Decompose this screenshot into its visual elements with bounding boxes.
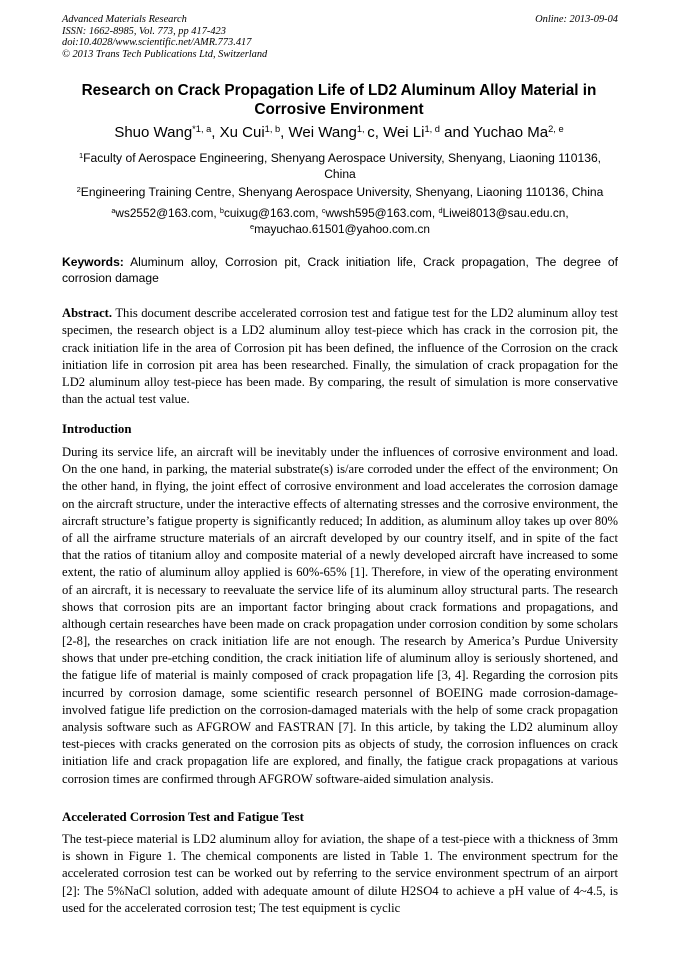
copyright-line: © 2013 Trans Tech Publications Ltd, Switzerland: [62, 48, 268, 60]
author-name: Wei Li: [383, 124, 425, 141]
accelerated-corrosion-paragraph: The test-piece material is LD2 aluminum alloy for aviation, the shape of a test-piece with a thickness of 3mm is shown in Figure 1. The chemical components are listed in Table 1. The environment spectrum for the accelerated corrosion test can be worked out by referring to the service environment spectrum of an airport [2]: The 5%NaCl solution, added with adequate amount of dilute H2SO4 to achieve a pH value of 4~4.5, is used for the accelerated corrosion test; The test equipment is cyclic: [62, 832, 618, 915]
introduction-paragraph: During its service life, an aircraft will be inevitably under the influences of corrosive environment and load. On the one hand, in parking, the material substrate(s) is/are corroded under the effect of the environment; On the other hand, in flying, the joint effect of corrosive environment and load accelerates the corrosion damage on the aircraft structure, under the interactive effects of alternating stresses and the corrosive environment, the aircraft structure’s fatigue property is significantly reduced; In addition, as aluminum alloy takes up over 80% of all the airframe structure materials of an aircraft developed by our country itself, and in spite of the fact that the ratios of titanium alloy and composite material of a newly developed aircraft have increased to some extent, the ratio of aluminum alloy applied is 60%-65% [1]. Therefore, in view of the operating environment of an aircraft, it is necessary to reevaluate the service life of its aluminum alloy structural parts. The research shows that corrosion pits are an important factor bringing about crack formations and propagations, and although certain researches have been made on crack propagation under corrosion condition by some scholars [2-8], the researches on crack initiation life are not enough. The research by America’s Purdue University shows that under pre-etching condition, the crack initiation life of aluminum alloy is seriously shortened, and the fatigue life of material is mainly composed of crack propagation life [3, 4]. Regarding the corrosion pits incurred by corrosion damage, some scientific research personnel of BOEING made corrosion-damage-involved fatigue life prediction on the corrosion-damaged materials with the help of some crack propagation analysis software such as AFGROW and FASTRAN [7]. In this article, by taking the LD2 aluminum alloy test-pieces with cracks generated on the corrosion pits as objects of study, the corrosion influences on crack initiation life and crack propagation life are explored, and finally, the fatigue crack propagations at various corrosion times are confirmed through AFGROW software-aided simulation analysis.: [62, 445, 618, 786]
author-name: Wei Wang: [288, 124, 357, 141]
email-link[interactable]: wwsh595@163.com: [325, 206, 432, 220]
email-link[interactable]: cuixug@163.com: [223, 206, 316, 220]
abstract: [62, 305, 618, 409]
journal-name: Advanced Materials Research: [62, 14, 187, 25]
author-list: Shuo Wang$^{*1, a}$, Xu Cui$^{1, b}$, Wei Wang$^{1,}$ c, Wei Li$^{1, d}$ and Yuchao Ma$^{2, e}$: [114, 123, 564, 141]
author-name: Xu Cui: [219, 124, 265, 141]
online-date: Online: 2013-09-04: [535, 14, 618, 25]
author-affiliation-mark: *1, a: [192, 123, 212, 134]
running-header: [62, 14, 618, 60]
author-affiliation-mark: 1,: [356, 123, 368, 134]
abstract-label: Abstract.: [62, 306, 113, 320]
issn-line: ISSN: 1662-8985, Vol. 773, pp 417-423: [62, 25, 226, 37]
abstract-text: This document describe accelerated corrosion test and fatigue test for the LD2 aluminum alloy test specimen, the research object is a LD2 aluminum alloy test-piece which has crack in the corrosion pit, the crack initiation life in the area of Corrosion pit has been defined, the influence of the Corrosion on the crack initiation life in corrosion pit area has been researched. Finally, the simulation of crack propagation for the LD2 aluminum alloy test-piece has been made. By comparing, the result of simulation is more conservative than the actual test value.: [62, 306, 618, 407]
keywords-text: Aluminum alloy, Corrosion pit, Crack initiation life, Crack propagation, The degree of corrosion damage: [62, 255, 618, 285]
email-link[interactable]: ws2552@163.com: [115, 206, 214, 220]
author-affiliation-mark: 1, d: [424, 123, 440, 134]
author-affiliation-mark: 1, b: [264, 123, 281, 134]
section-heading-accelerated-corrosion: Accelerated Corrosion Test and Fatigue Test: [62, 810, 304, 824]
author-affiliation-mark: 2, e: [548, 123, 564, 134]
email-link[interactable]: mayuchao.61501@yahoo.com.cn: [254, 221, 430, 236]
author-emails: $^a$ws2552@163.com, $^b$cuixug@163.com, $^c$wwsh595@163.com, $^d$Liwei8013@sau.edu.cn, $^e$mayuchao.61501@yahoo.com.cn: [111, 205, 569, 236]
author-name: Shuo Wang: [114, 124, 193, 141]
keywords-label: Keywords:: [62, 255, 124, 269]
keywords: [62, 254, 618, 286]
affiliation-2: $^2$Engineering Training Centre, Shenyang Aerospace University, Shenyang, Liaoning 110136, China: [76, 184, 604, 199]
paper-title: Research on Crack Propagation Life of LD2 Aluminum Alloy Material in Corrosive Environment: [81, 82, 597, 118]
doi-line: doi:10.4028/www.scientific.net/AMR.773.417: [62, 37, 252, 49]
email-link[interactable]: Liwei8013@sau.edu.cn: [442, 206, 566, 220]
affiliation-1: $^1$Faculty of Aerospace Engineering, Shenyang Aerospace University, Shenyang, Liaoning 110136, China: [78, 150, 602, 182]
author-name: Yuchao Ma: [473, 124, 549, 141]
section-heading-introduction: Introduction: [62, 422, 132, 436]
